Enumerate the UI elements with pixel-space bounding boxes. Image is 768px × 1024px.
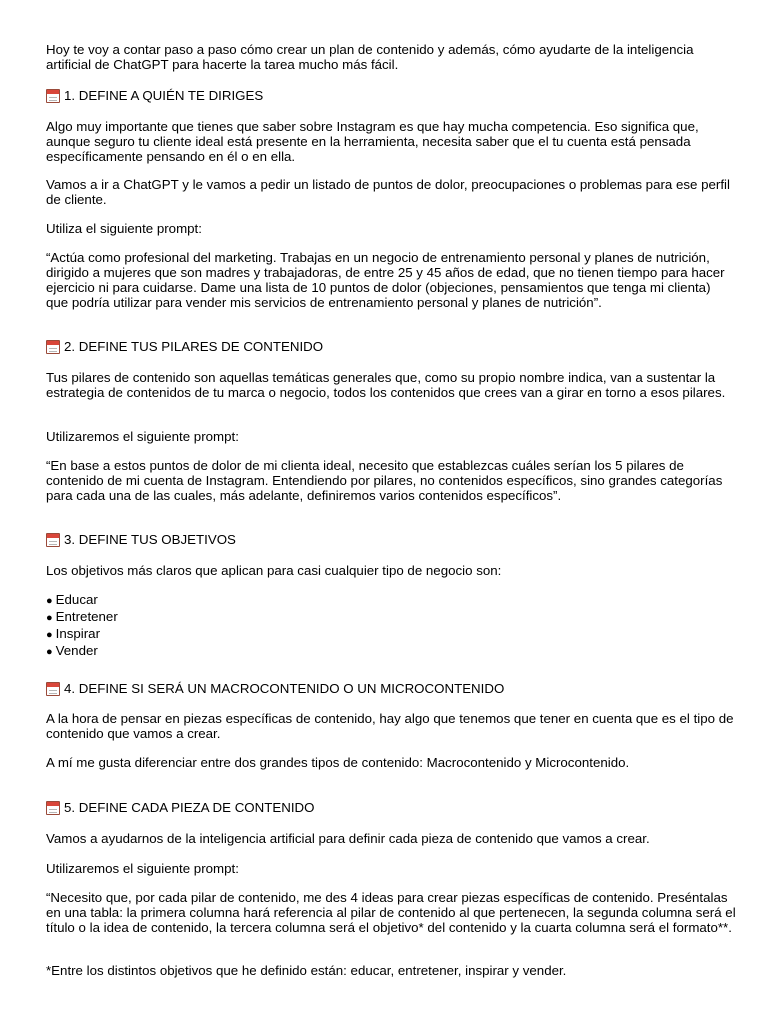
section-5-paragraph-1: Vamos a ayudarnos de la inteligencia artificial para definir cada pieza de contenido que vamos a crear. — [46, 831, 650, 846]
section-1-paragraph-1: Algo muy importante que tienes que saber sobre Instagram es que hay mucha competencia. Eso significa que, aunque seguro tu cliente ideal está presente en la herramienta, necesita saber que el tu cuenta está pensada específicamente pensando en él o en ella. — [46, 119, 699, 164]
section-5-heading — [46, 800, 736, 815]
section-4-paragraph-1: A la hora de pensar en piezas específicas de contenido, hay algo que tenemos que tener en cuenta que es el tipo de contenido que vamos a crear. — [46, 711, 734, 741]
section-5-note: *Entre los distintos objetivos que he definido están: educar, entretener, inspirar y vender. — [46, 963, 567, 978]
section-4-heading — [46, 681, 736, 696]
section-1-title: 1. DEFINE A QUIÉN TE DIRIGES — [64, 88, 264, 103]
list-item: ● Entretener — [46, 609, 736, 626]
section-2-heading — [46, 339, 736, 354]
section-5-prompt: “Necesito que, por cada pilar de contenido, me des 4 ideas para crear piezas específicas de contenido. Preséntalas en una tabla: la primera columna hará referencia al pilar de contenido al que pertenecen, la segunda columna será el título o la idea de contenido, la tercera columna será el objetivo* del contenido y la cuarta columna será el formato**. — [46, 890, 736, 935]
section-4-title: 4. DEFINE SI SERÁ UN MACROCONTENIDO O UN MICROCONTENIDO — [64, 681, 505, 696]
section-1-prompt: “Actúa como profesional del marketing. Trabajas en un negocio de entrenamiento personal y planes de nutrición, dirigido a mujeres que son madres y trabajadoras, de entre 25 y 45 años de edad, que no tienen tiempo para hacer ejercicio ni para cuidarse. Dame una lista de 10 puntos de dolor (objeciones, pensamientos que tenga mi clienta) que podría utilizar para vender mis servicios de entrenamiento personal y planes de nutrición”. — [46, 250, 725, 310]
calendar-icon — [46, 801, 60, 815]
section-4-paragraph-2: A mí me gusta diferenciar entre dos grandes tipos de contenido: Macrocontenido y Microcontenido. — [46, 755, 630, 770]
section-2-paragraph-1: Tus pilares de contenido son aquellas temáticas generales que, como su propio nombre indica, van a sustentar la estrategia de contenidos de tu marca o negocio, todos los contenidos que crees van a girar en torno a esos pilares. — [46, 370, 726, 400]
section-3-paragraph-1: Los objetivos más claros que aplican para casi cualquier tipo de negocio son: — [46, 563, 502, 578]
section-3-title: 3. DEFINE TUS OBJETIVOS — [64, 532, 236, 547]
section-2-title: 2. DEFINE TUS PILARES DE CONTENIDO — [64, 339, 324, 354]
section-1-paragraph-2: Vamos a ir a ChatGPT y le vamos a pedir un listado de puntos de dolor, preocupaciones o problemas para ese perfil de cliente. — [46, 177, 730, 207]
section-5-title: 5. DEFINE CADA PIEZA DE CONTENIDO — [64, 800, 315, 815]
objectives-list — [46, 592, 736, 660]
list-item: ● Vender — [46, 643, 736, 660]
section-2-prompt: “En base a estos puntos de dolor de mi clienta ideal, necesito que establezcas cuáles serían los 5 pilares de contenido de mi cuenta de Instagram. Entendiendo por pilares, no contenidos específicos, sino grandes categorías para cada una de las cuales, más adelante, definiremos varios contenidos específicos”. — [46, 458, 723, 503]
list-item: ● Educar — [46, 592, 736, 609]
section-5-paragraph-2: Utilizaremos el siguiente prompt: — [46, 861, 239, 876]
intro-paragraph: Hoy te voy a contar paso a paso cómo crear un plan de contenido y además, cómo ayudarte de la inteligencia artificial de ChatGPT para hacerte la tarea mucho más fácil. — [46, 42, 694, 72]
calendar-icon — [46, 682, 60, 696]
section-1-paragraph-3: Utiliza el siguiente prompt: — [46, 221, 202, 236]
list-item: ● Inspirar — [46, 626, 736, 643]
calendar-icon — [46, 340, 60, 354]
section-1-heading — [46, 88, 736, 103]
calendar-icon — [46, 89, 60, 103]
calendar-icon — [46, 533, 60, 547]
section-3-heading — [46, 532, 736, 547]
section-2-paragraph-2: Utilizaremos el siguiente prompt: — [46, 429, 239, 444]
